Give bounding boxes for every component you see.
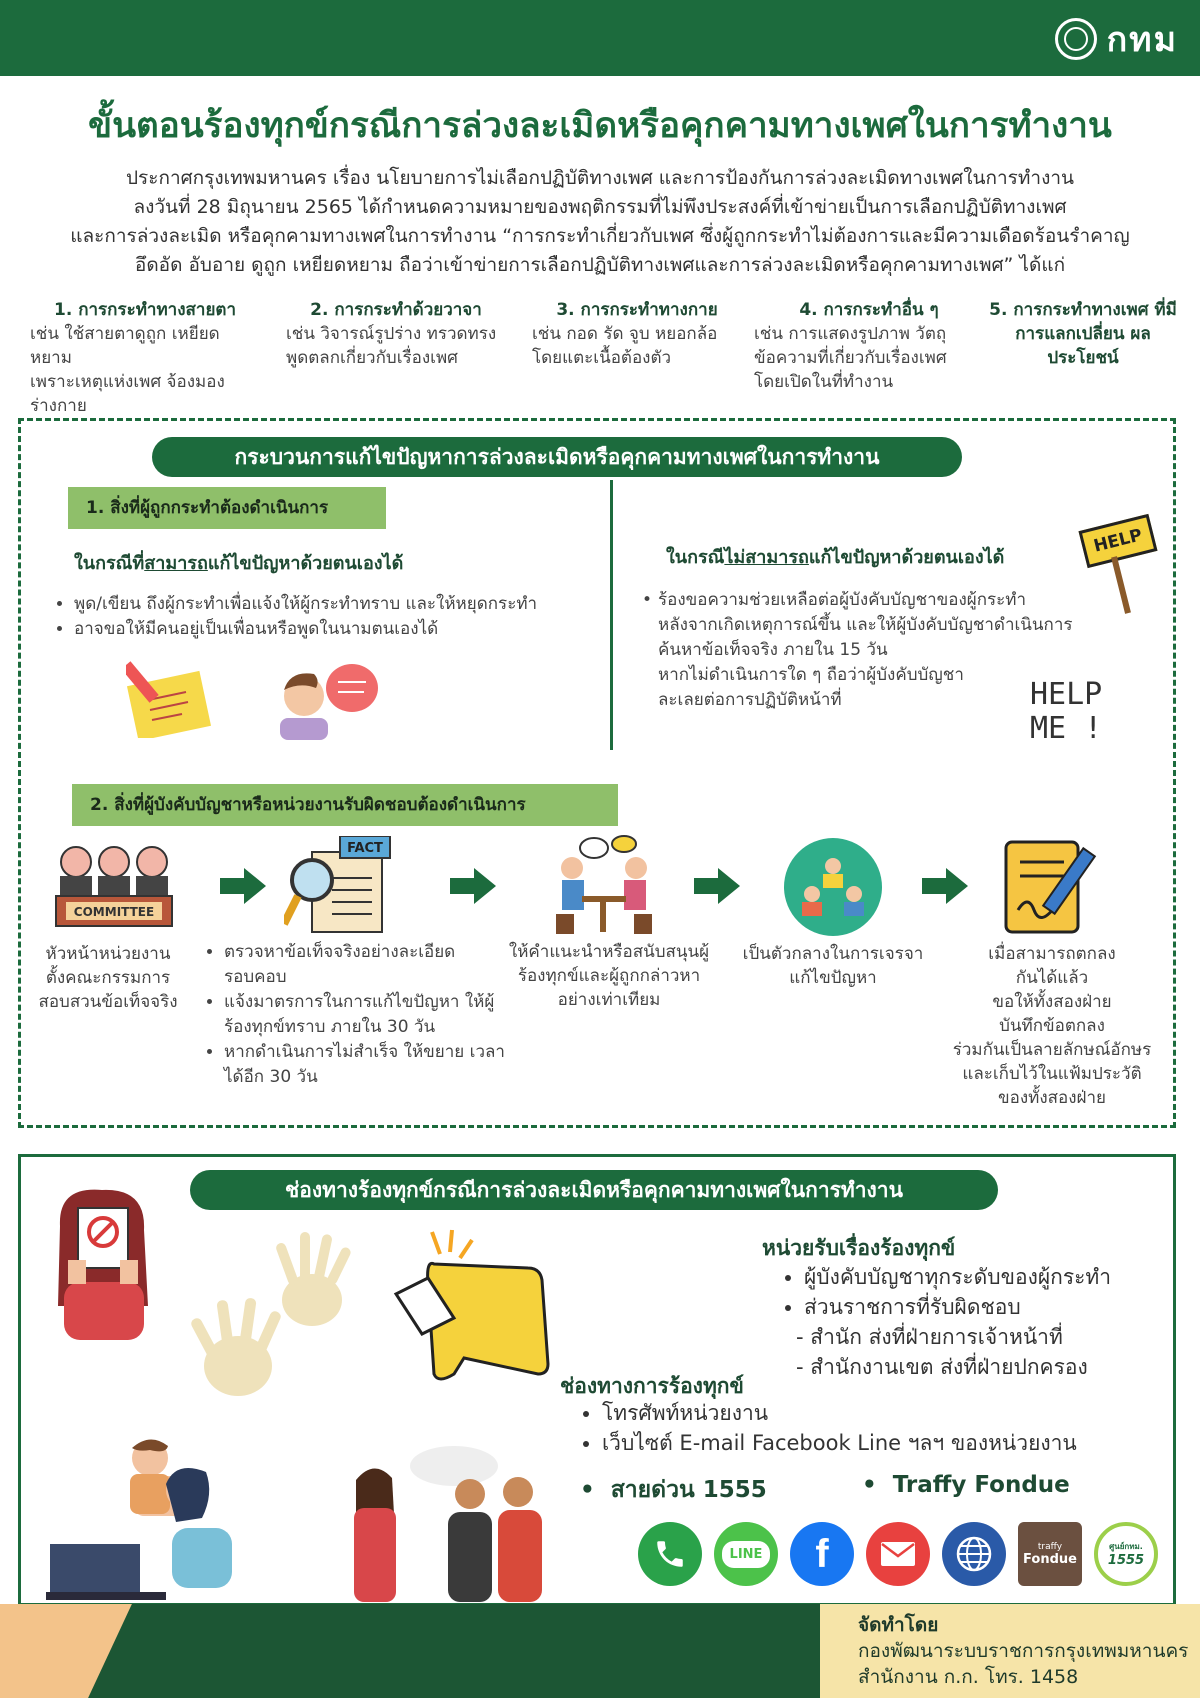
step-1-text: หัวหน้าหน่วยงาน ตั้งคณะกรรมการ สอบสวนข้อเท็จจริง <box>38 944 178 1012</box>
committee-icon <box>54 842 174 928</box>
intro-line: ลงวันที่ 28 มิถุนายน 2565 ได้กำหนดความหมายของพฤติกรรมที่ไม่พึงประสงค์ที่เข้าข่ายเป็นการเลือกปฏิบัติทางเพศ <box>133 196 1067 218</box>
list-item: • หากดำเนินการไม่สำเร็จ ให้ขยาย เวลา ได้อีก 30 วัน <box>224 1040 514 1090</box>
bma-1555-icon[interactable]: ศูนย์กทม. 1555 <box>1094 1522 1158 1586</box>
type-exchange: 5. การกระทำทางเพศ ที่มีการแลกเปลี่ยน ผลประโยชน์ <box>989 300 1177 368</box>
step-5-text: เมื่อสามารถตกลง กันได้แล้ว ขอให้ทั้งสองฝ่าย บันทึกข้อตกลง ร่วมกันเป็นลายลักษณ์อักษร และเก็บไว้ในแฟ้มประวัติ ของทั้งสองฝ่าย <box>952 944 1152 1108</box>
list-item: • พูด/เขียน ถึงผู้กระทำเพื่อแจ้งให้ผู้กระทำทราบ และให้หยุดกระทำ <box>74 592 634 617</box>
type-physical: 3. การกระทำทางกาย เช่น กอด รัด จูบ หยอกล้อ โดยแตะเนื้อต้องตัว <box>532 300 718 368</box>
catcalling-illustration <box>334 1444 558 1602</box>
counseling-icon <box>552 834 658 936</box>
type-visual: 1. การกระทำทางสายตา เช่น ใช้สายตาดูถูก เหยียดหยาม เพราะเหตุแห่งเพศ จ้องมอง ร่างกาย <box>30 300 236 416</box>
traffy-fondue-icon[interactable]: traffy Fondue <box>1018 1522 1082 1586</box>
harassed-worker-illustration <box>46 1432 246 1602</box>
footer-credit: จัดทำโดย กองพัฒนาระบบราชการกรุงเทพมหานคร สำนักงาน ก.ก. โทร. 1458 <box>858 1614 1189 1688</box>
supervisor-actions-label: 2. สิ่งที่ผู้บังคับบัญชาหรือหน่วยงานรับผิดชอบต้องดำเนินการ <box>72 784 618 826</box>
step-4-text: เป็นตัวกลางในการเจรจา แก้ไขปัญหา <box>742 944 924 988</box>
fact-finding-icon <box>284 836 394 934</box>
fact-sign: FACT <box>347 841 383 856</box>
hotline-label: • สายด่วน 1555 <box>580 1477 767 1503</box>
intro-line: และการล่วงละเมิด หรือคุกคามทางเพศในการทำงาน “การกระทำเกี่ยวกับเพศ ซึ่งผู้ถูกกระทำไม่ต้องการและมีความเดือดร้อนรำคาญ <box>70 225 1130 247</box>
harassment-types <box>24 298 1184 416</box>
arrow-right-icon <box>450 868 496 904</box>
receiver-heading: หน่วยรับเรื่องร้องทุกข์ <box>762 1236 956 1260</box>
list-item: • โทรศัพท์หน่วยงาน <box>602 1398 1200 1428</box>
list-item: • แจ้งมาตรการในการแก้ไขปัญหา ให้ผู้ร้องทุกข์ทราบ ภายใน 30 วัน <box>224 990 514 1040</box>
mediation-icon <box>784 838 882 936</box>
traffy-label: • Traffy Fondue <box>862 1472 1070 1498</box>
type-verbal: 2. การกระทำด้วยวาจา เช่น วิจารณ์รูปร่าง ทรวดทรง พูดตลกเกี่ยวกับเรื่องเพศ <box>286 300 497 368</box>
list-item-cont: หลังจากเกิดเหตุการณ์ขึ้น และให้ผู้บังคับบัญชาดำเนินการ <box>658 615 1073 635</box>
website-globe-icon[interactable] <box>942 1522 1006 1586</box>
channel-list <box>576 1398 1200 1458</box>
committee-sign: COMMITTEE <box>73 905 155 919</box>
top-bar <box>0 0 1200 76</box>
list-item-cont: หากไม่ดำเนินการใด ๆ ถือว่าผู้บังคับบัญชา <box>658 665 964 685</box>
process-title: กระบวนการแก้ไขปัญหาการล่วงละเมิดหรือคุกคามทางเพศในการทำงาน <box>152 437 962 477</box>
arrow-right-icon <box>694 868 740 904</box>
list-item: • ร้องขอความช่วยเหลือต่อผู้บังคับบัญชาของผู้กระทำ <box>642 590 1027 610</box>
channel-heading: ช่องทางการร้องทุกข์ <box>560 1374 744 1398</box>
email-icon[interactable] <box>866 1522 930 1586</box>
list-item: • ตรวจหาข้อเท็จจริงอย่างละเอียด รอบคอบ <box>224 940 514 990</box>
bma-logo <box>1055 12 1178 66</box>
can-solve-list <box>54 592 634 642</box>
stop-sign-woman-illustration <box>38 1186 168 1340</box>
channel-icons <box>638 1522 1158 1586</box>
phone-icon[interactable] <box>638 1522 702 1586</box>
signed-agreement-icon <box>1002 838 1106 936</box>
list-item: • ส่วนราชการที่รับผิดชอบ <box>804 1292 1200 1322</box>
list-item: • เว็บไซต์ E-mail Facebook Line ฯลฯ ของหน่วยงาน <box>602 1428 1200 1458</box>
speaking-person-illustration <box>270 660 380 740</box>
logo-text: กทม <box>1106 20 1178 60</box>
help-sign-icon: HELP <box>1078 514 1157 568</box>
list-item-cont: ละเลยต่อการปฏิบัติหน้าที่ <box>658 690 842 710</box>
megaphone-illustration <box>388 1224 550 1394</box>
victim-actions-label: 1. สิ่งที่ผู้ถูกกระทำต้องดำเนินการ <box>68 487 386 529</box>
sticky-note-illustration <box>126 656 226 738</box>
arrow-right-icon <box>922 868 968 904</box>
can-solve-heading: ในกรณีที่สามารถแก้ไขปัญหาด้วยตนเองได้ <box>74 553 404 574</box>
line-icon[interactable]: LINE <box>714 1522 778 1586</box>
step-2-list <box>204 940 514 1090</box>
list-item-cont: ค้นหาข้อเท็จจริง ภายใน 15 วัน <box>658 640 888 660</box>
receiver-list <box>778 1262 1200 1322</box>
step-3-text: ให้คำแนะนำหรือสนับสนุนผู้ ร้องทุกข์และผู้ถูกกล่าวหา อย่างเท่าเทียม <box>508 942 710 1010</box>
facebook-icon[interactable]: f <box>790 1522 854 1586</box>
handprints-illustration <box>186 1224 366 1420</box>
type-other: 4. การกระทำอื่น ๆ เช่น การแสดงรูปภาพ วัตถุ ข้อความที่เกี่ยวกับเรื่องเพศ โดยเปิดในที่ทำงาน <box>754 300 947 392</box>
cannot-solve-heading: ในกรณีไม่สามารถแก้ไขปัญหาด้วยตนเองได้ <box>666 547 1005 568</box>
intro-line: ประกาศกรุงเทพมหานคร เรื่อง นโยบายการไม่เลือกปฏิบัติทางเพศ และการป้องกันการล่วงละเมิดทางเพศในการทำงาน <box>125 167 1075 189</box>
receiver-sub-2: - สำนักงานเขต ส่งที่ฝ่ายปกครอง <box>796 1355 1088 1379</box>
channels-title: ช่องทางร้องทุกข์กรณีการล่วงละเมิดหรือคุกคามทางเพศในการทำงาน <box>190 1170 998 1210</box>
list-item: • อาจขอให้มีคนอยู่เป็นเพื่อนหรือพูดในนามตนเองได้ <box>74 617 634 642</box>
arrow-right-icon <box>220 868 266 904</box>
list-item: • ผู้บังคับบัญชาทุกระดับของผู้กระทำ <box>804 1262 1200 1292</box>
help-me-scribble: HELP ME ! <box>1030 677 1103 746</box>
intro-text <box>40 164 1160 280</box>
receiver-sub-1: - สำนัก ส่งที่ฝ่ายการเจ้าหน้าที่ <box>796 1325 1063 1349</box>
page-title: ขั้นตอนร้องทุกข์กรณีการล่วงละเมิดหรือคุกคามทางเพศในการทำงาน <box>88 106 1112 146</box>
bma-seal-icon <box>1055 18 1097 60</box>
column-divider <box>610 480 613 750</box>
intro-line: อึดอัด อับอาย ดูถูก เหยียดหยาม ถือว่าเข้าข่ายการเลือกปฏิบัติทางเพศและการล่วงละเมิดหรือคุกคามทางเพศ” ได้แก่ <box>134 254 1066 276</box>
